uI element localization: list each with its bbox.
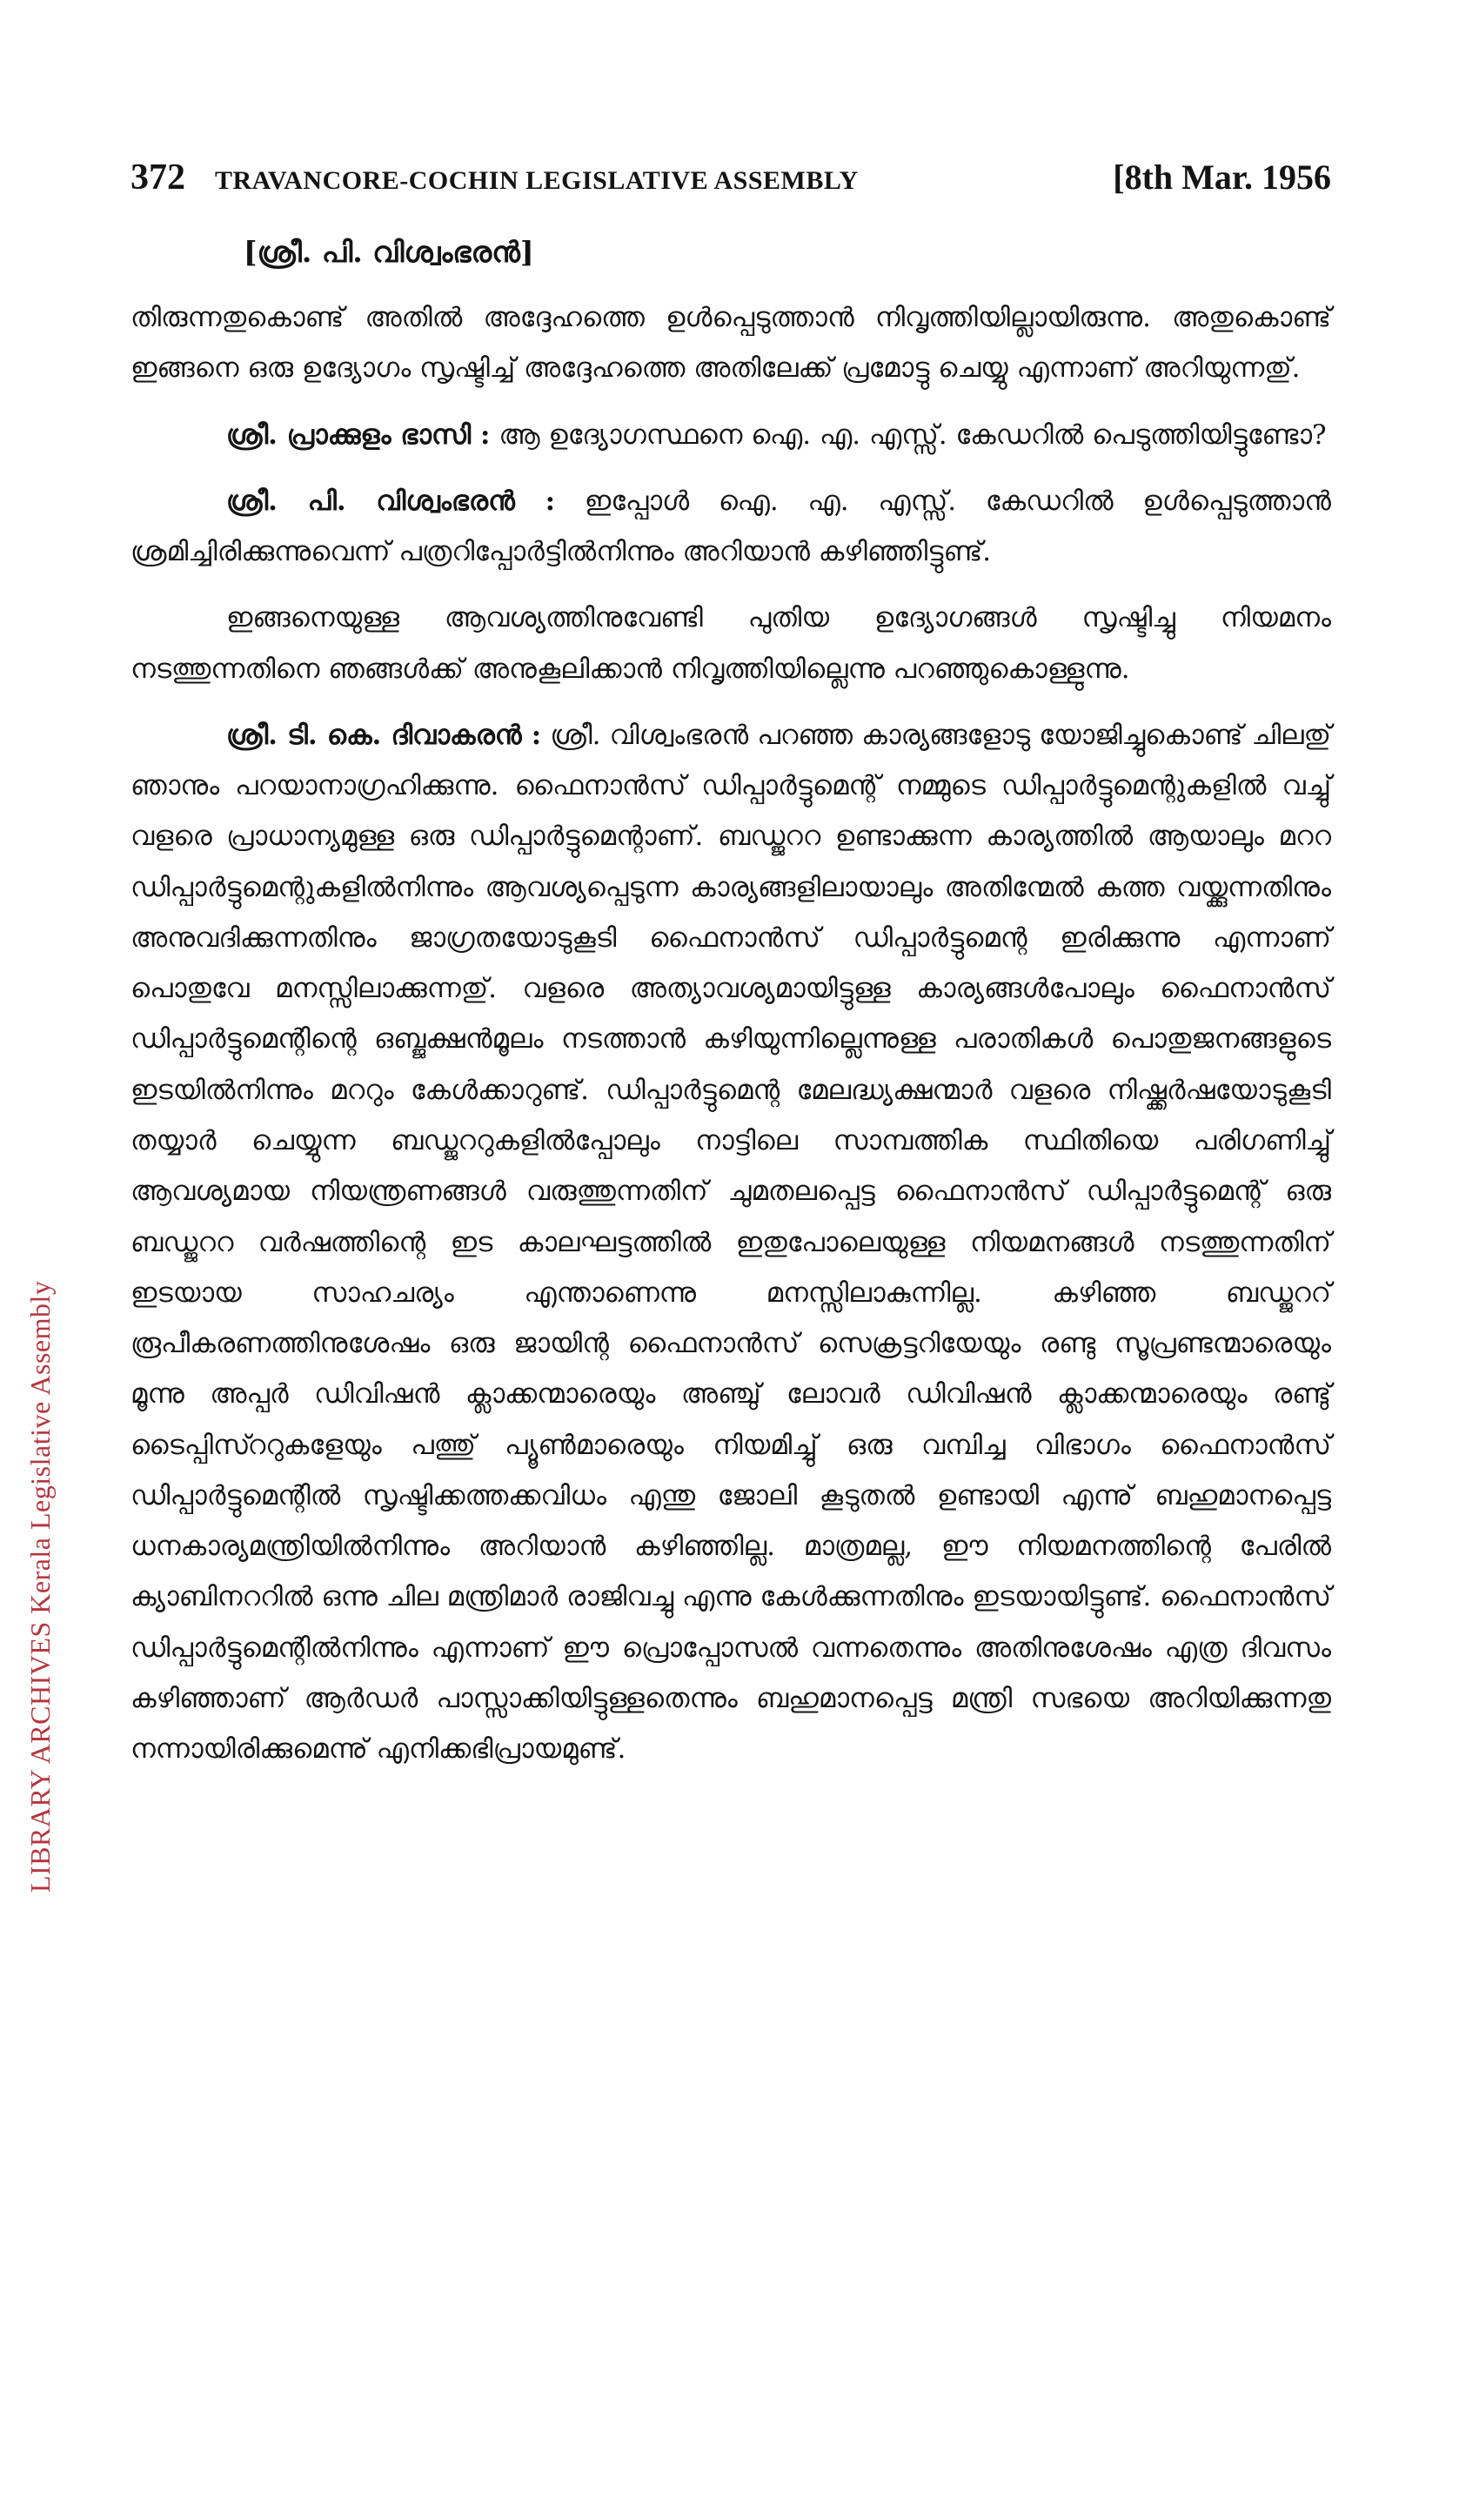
paragraph-text: ആ ഉദ്യോഗസ്ഥനെ ഐ. എ. എസ്സ്. കേഡറിൽ പെടുത്തിയിട്ടുണ്ടോ?: [499, 419, 1327, 451]
paragraph-text: ഇങ്ങനെയുള്ള ആവശ്യത്തിനുവേണ്ടി പുതിയ ഉദ്യോഗങ്ങൾ സൃഷ്ടിച്ചു നിയമനം നടത്തുന്നതിനെ ഞങ്ങൾക്ക് അനുകൂലിക്കാൻ നിവൃത്തിയില്ലെന്നു പറഞ്ഞുകൊള്ളുന്നു.: [130, 602, 1331, 685]
paragraph-text: ശ്രീ. വിശ്വംഭരൻ പറഞ്ഞ കാര്യങ്ങളോടു യോജിച്ചുകൊണ്ട് ചിലതു് ഞാനും പറയാനാഗ്രഹിക്കുന്നു. ഫൈനാൻസ് ഡിപ്പാർട്ടുമെന്റ് നമ്മുടെ ഡിപ്പാർട്ടുമെന്റുകളിൽ വച്ചു് വളരെ പ്രാധാന്യമുള്ള ഒരു ഡിപ്പാർട്ടുമെന്റാണ്. ബഡ്ജററ ഉണ്ടാക്കുന്ന കാര്യത്തിൽ ആയാലും മററ ഡിപ്പാർട്ടുമെന്റുകളിൽനിന്നും ആവശ്യപ്പെടുന്ന കാര്യങ്ങളിലായാലും അതിന്മേൽ കത്ത വയ്ക്കുന്നതിനും അനുവദിക്കുന്നതിനും ജാഗ്രതയോടുകൂടി ഫൈനാൻസ് ഡിപ്പാർട്ടുമെന്റ ഇരിക്കുന്നു എന്നാണ് പൊതുവേ മനസ്സിലാക്കുന്നതു്. വളരെ അത്യാവശ്യമായിട്ടുള്ള കാര്യങ്ങൾപോലും ഫൈനാൻസ് ഡിപ്പാർട്ടുമെന്റിന്റെ ഒബ്ജക്ഷൻമൂലം നടത്താൻ കഴിയുന്നില്ലെന്നുള്ള പരാതികൾ പൊതുജനങ്ങളുടെ ഇടയിൽനിന്നും മററും കേൾക്കാറുണ്ട്. ഡിപ്പാർട്ടുമെന്റ മേലദ്ധ്യക്ഷന്മാർ വളരെ നിഷ്ക്കർഷയോടുകൂടി തയ്യാർ ചെയ്യുന്ന ബഡ്ജററുകളിൽപ്പോലും നാട്ടിലെ സാമ്പത്തിക സ്ഥിതിയെ പരിഗണിച്ചു് ആവശ്യമായ നിയന്ത്രണങ്ങൾ വരുത്തുന്നതിന് ചുമതലപ്പെട്ട ഫൈനാൻസ് ഡിപ്പാർട്ടുമെന്റ് ഒരു ബഡ്ജററ വർഷത്തിന്റെ ഇട കാലഘട്ടത്തിൽ ഇതുപോലെയുള്ള നിയമനങ്ങൾ നടത്തുന്നതിന് ഇടയായ സാഹചര്യം എന്താണെന്നു മനസ്സിലാകുന്നില്ല. കഴിഞ്ഞ ബഡ്ജററ് രൂപീകരണത്തിനുശേഷം ഒരു ജായിന്റ ഫൈനാൻസ് സെക്രട്ടറിയേയും രണ്ടു സൂപ്രണ്ടന്മാരെയും മൂന്നു അപ്പർ ഡിവിഷൻ ക്ലാക്കന്മാരെയും അഞ്ചു് ലോവർ ഡിവിഷൻ ക്ലാക്കന്മാരെയും രണ്ടു് ടൈപ്പിസ്ററുകളേയും പത്തു് പ്യൂൺമാരെയും നിയമിച്ചു് ഒരു വമ്പിച്ച വിഭാഗം ഫൈനാൻസ് ഡിപ്പാർട്ടുമെന്റിൽ സൃഷ്ടിക്കത്തക്കവിധം എന്തു ജോലി കൂടുതൽ ഉണ്ടായി എന്നു് ബഹുമാനപ്പെട്ട ധനകാര്യമന്ത്രിയിൽനിന്നും അറിയാൻ കഴിഞ്ഞില്ല. മാത്രമല്ല, ഈ നിയമനത്തിന്റെ പേരിൽ ക്യാബിനററിൽ ഒന്നു ചില മന്ത്രിമാർ രാജിവച്ചു എന്നു കേൾക്കുന്നതിനും ഇടയായിട്ടുണ്ട്. ഫൈനാൻസ് ഡിപ്പാർട്ടുമെന്റിൽനിന്നും എന്നാണ് ഈ പ്രൊപ്പോസൽ വന്നതെന്നും അതിനുശേഷം എത്ര ദിവസം കഴിഞ്ഞാണ് ആർഡർ പാസ്സാക്കിയിട്ടുള്ളതെന്നും ബഹുമാനപ്പെട്ട മന്ത്രി സഭയെ അറിയിക്കുന്നതു നന്നായിരിക്കുമെന്നു് എനിക്കഭിപ്രായമുണ്ട്.: [130, 719, 1331, 1766]
paragraph: [130, 292, 1331, 394]
page-number: 372: [130, 158, 185, 198]
archive-watermark: LIBRARY ARCHIVES Kerala Legislative Assembly: [24, 1280, 56, 1893]
paragraph: [130, 410, 1331, 460]
paragraph-text: ഇപ്പോൾ ഐ. എ. എസ്സ്. കേഡറിൽ ഉൾപ്പെടുത്താൻ ശ്രമിച്ചിരിക്കുന്നുവെന്ന് പത്രറിപ്പോർട്ടിൽനിന്നും അറിയാൻ കഴിഞ്ഞിട്ടുണ്ട്.: [130, 485, 1331, 568]
speaker-name: ശ്രീ. പ്രാക്കുളം ഭാസി :: [226, 419, 491, 451]
paragraph: [130, 710, 1331, 1775]
paragraph-text: തിരുന്നതുകൊണ്ട് അതിൽ അദ്ദേഹത്തെ ഉൾപ്പെടുത്താൻ നിവൃത്തിയില്ലായിരുന്നു. അതുകൊണ്ട് ഇങ്ങനെ ഒരു ഉദ്യോഗം സൃഷ്ടിച്ച് അദ്ദേഹത്തെ അതിലേക്ക് പ്രമോട്ടു ചെയ്യു എന്നാണ് അറിയുന്നതു്.: [130, 302, 1331, 385]
paragraph: [130, 593, 1331, 694]
paragraph: [130, 476, 1331, 578]
document-page: [130, 157, 1331, 1774]
continued-speaker: [ശ്രീ. പി. വിശ്വംഭരൻ]: [244, 235, 534, 269]
session-date: [8th Mar. 1956: [1113, 158, 1331, 197]
assembly-title: TRAVANCORE-COCHIN LEGISLATIVE ASSEMBLY: [215, 166, 859, 195]
speaker-name: ശ്രീ. ടി. കെ. ദിവാകരൻ :: [226, 719, 542, 751]
speaker-name: ശ്രീ. പി. വിശ്വംഭരൻ :: [226, 485, 556, 517]
running-head: [130, 157, 1331, 198]
